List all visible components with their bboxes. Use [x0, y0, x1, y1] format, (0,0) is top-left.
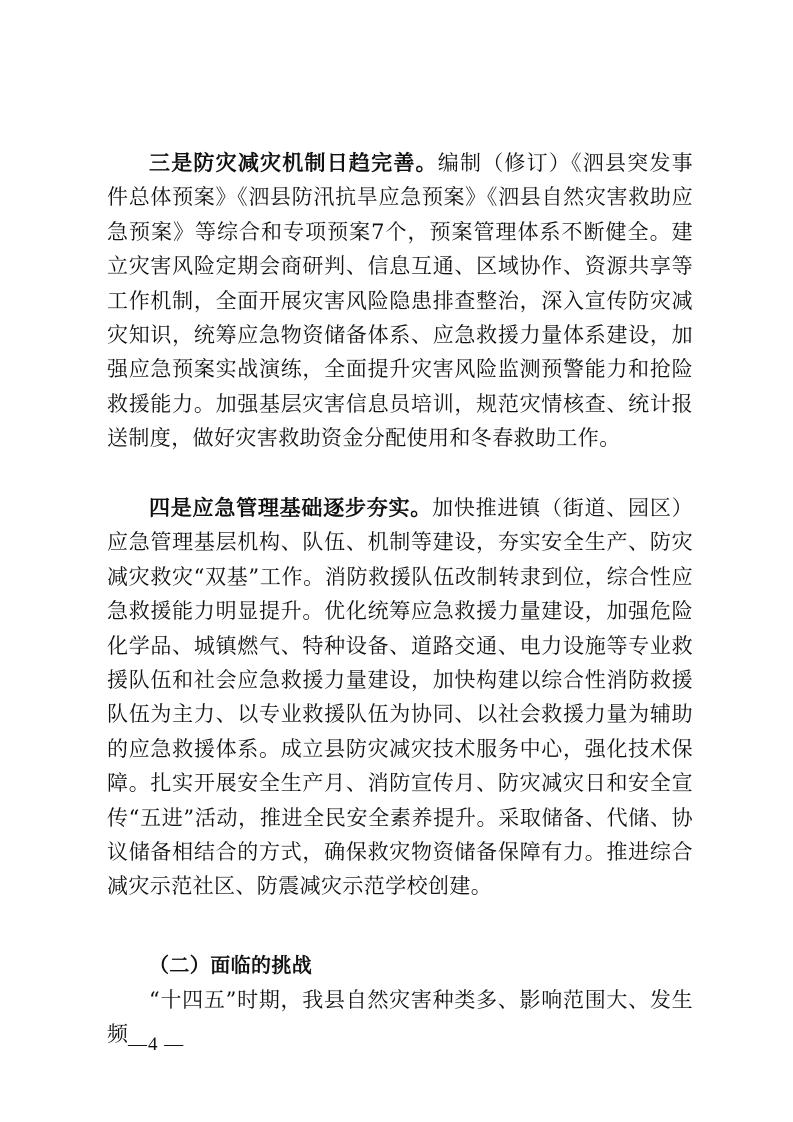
paragraph-lead-heading: 四是应急管理基础逐步夯实。: [149, 496, 433, 520]
paragraph-challenges-intro: [107, 983, 693, 1052]
page-number: —4 —: [128, 1034, 185, 1055]
paragraph-emergency-management-foundation: [107, 491, 693, 904]
paragraph-body-text: 编制（修订）《泗县突发事件总体预案》《泗县防汛抗旱应急预案》《泗县自然灾害救助应急预案》等综合和专项预案7个，预案管理体系不断健全。建立灾害风险定期会商研判、信息互通、区域协作、资源共享等工作机制，全面开展灾害风险隐患排查整治，深入宣传防灾减灾知识，统筹应急物资储备体系、应急救援力量体系建设，加强应急预案实战演练，全面提升灾害风险监测预警能力和抢险救援能力。加强基层灾害信息员培训，规范灾情核查、统计报送制度，做好灾害救助资金分配使用和冬春救助工作。: [107, 151, 693, 451]
paragraph-body-text: “十四五”时期，我县自然灾害种类多、影响范围大、发生频: [107, 988, 693, 1047]
section-heading: （二）面临的挑战: [149, 953, 313, 977]
paragraph-body-text: 加快推进镇（街道、园区）应急管理基层机构、队伍、机制等建设，夯实安全生产、防灾减灾救灾“双基”工作。消防救援队伍改制转隶到位，综合性应急救援能力明显提升。优化统筹应急救援力量建设，加强危险化学品、城镇燃气、特种设备、道路交通、电力设施等专业救援队伍和社会应急救援力量建设，加快构建以综合性消防救援队伍为主力、以专业救援队伍为协同、以社会救援力量为辅助的应急救援体系。成立县防灾减灾技术服务中心，强化技术保障。扎实开展安全生产月、消防宣传月、防灾减灾日和安全宣传“五进”活动，推进全民安全素养提升。采取储备、代储、协议储备相结合的方式，确保救灾物资储备保障有力。推进综合减灾示范社区、防震减灾示范学校创建。: [107, 496, 693, 899]
paragraph-disaster-prevention-mechanism: [107, 146, 693, 456]
paragraph-lead-heading: 三是防灾减灾机制日趋完善。: [149, 151, 438, 175]
